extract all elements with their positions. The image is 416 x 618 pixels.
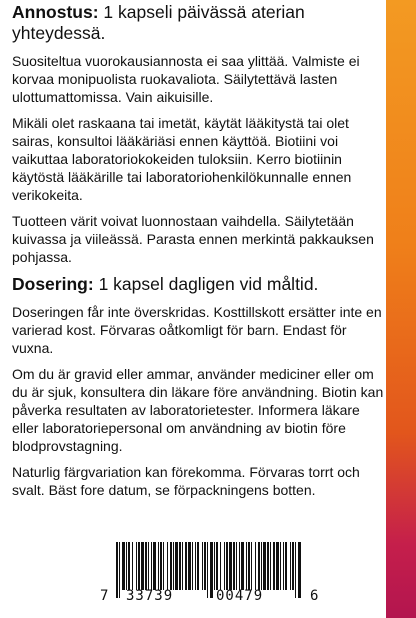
barcode-bar bbox=[226, 542, 228, 590]
barcode-bar bbox=[160, 542, 162, 590]
fi-storage-paragraph: Tuotteen värit voivat luonnostaan vaihdella. Säilytetään kuivassa ja viileässä. Parasta ennen merkintä pakkauksen pohjassa. bbox=[12, 213, 374, 265]
barcode-bar bbox=[207, 542, 208, 598]
decorative-color-stripe bbox=[386, 0, 416, 618]
barcode-bar bbox=[255, 542, 256, 590]
barcode-bar bbox=[182, 542, 183, 590]
fi-dosage-heading bbox=[12, 2, 384, 44]
barcode-bar bbox=[236, 542, 237, 590]
barcode-bar bbox=[251, 542, 252, 590]
barcode-bar bbox=[224, 542, 225, 590]
barcode-bar bbox=[298, 542, 301, 598]
barcode-bar bbox=[170, 542, 172, 590]
barcode-bar bbox=[295, 542, 296, 598]
barcode-bar bbox=[276, 542, 279, 590]
barcode-bar bbox=[148, 542, 149, 590]
barcode-bar bbox=[145, 542, 147, 590]
barcode-bar bbox=[285, 542, 287, 590]
barcode-bar bbox=[202, 542, 203, 590]
barcode-bar bbox=[132, 542, 133, 590]
barcode-bar bbox=[126, 542, 127, 590]
barcode-bar bbox=[267, 542, 269, 590]
barcode-bar bbox=[270, 542, 271, 590]
sv-dosage-heading-label: Dosering: bbox=[12, 274, 94, 294]
barcode-right-digit: 6 bbox=[310, 588, 320, 604]
barcode-bar bbox=[258, 542, 260, 590]
barcode bbox=[100, 538, 320, 618]
barcode-bar bbox=[248, 542, 250, 590]
barcode-bar bbox=[119, 542, 120, 598]
barcode-bar bbox=[158, 542, 159, 590]
sv-warnings-paragraph: Doseringen får inte överskridas. Kosttillskott ersätter inte en varierad kost. Förvaras oåtkomligt för barn. Endast för vuxna. bbox=[12, 304, 382, 356]
barcode-bar bbox=[239, 542, 240, 590]
fi-pregnancy-paragraph: Mikäli olet raskaana tai imetät, käytät lääkitystä tai olet sairas, konsultoi lääkäriäsi ennen käyttöä. Biotiini voi vaikuttaa laboratoriokokeiden tuloksiin. Kerro biotiinin käytöstä lääkärille tai laboratoriohenkilökunnalle ennen verikokeita. bbox=[12, 115, 352, 203]
barcode-bar bbox=[175, 542, 178, 590]
barcode-group-2: 00479 bbox=[216, 588, 264, 604]
barcode-bar bbox=[220, 542, 221, 590]
barcode-bar bbox=[128, 542, 130, 590]
label-text-content bbox=[12, 2, 384, 507]
barcode-bar bbox=[204, 542, 206, 590]
fi-dosage-heading-label: Annostus: bbox=[12, 2, 99, 22]
fi-warnings-paragraph: Suositeltua vuorokausiannosta ei saa ylittää. Valmiste ei korvaa monipuolista ruokavaliota. Säilytettävä lasten ulottumattomissa. Vain aikuisille. bbox=[12, 53, 360, 105]
sv-storage-paragraph: Naturlig färgvariation kan förekomma. Förvaras torrt och svalt. Bäst fore datum, se förpackningens botten. bbox=[12, 464, 360, 498]
barcode-bar bbox=[292, 542, 294, 590]
barcode-bar bbox=[122, 542, 125, 590]
barcode-bar bbox=[163, 542, 164, 590]
barcode-bar bbox=[141, 542, 144, 590]
barcode-bar bbox=[233, 542, 235, 590]
sv-pregnancy-paragraph: Om du är gravid eller ammar, använder mediciner eller om du är sjuk, konsultera din läkare före användning. Biotin kan påverka resultaten av laboratorietester. Informera läkare eller laboratoriepersonal om användning av biotin före blodprovstagning. bbox=[12, 366, 384, 454]
barcode-bar bbox=[116, 542, 118, 598]
barcode-bar bbox=[214, 542, 215, 590]
barcode-bar bbox=[290, 542, 291, 590]
barcode-bar bbox=[151, 542, 152, 590]
sv-dosage-heading-text: 1 kapsel dagligen vid måltid. bbox=[98, 274, 319, 294]
barcode-bar bbox=[283, 542, 284, 590]
barcode-bar bbox=[192, 542, 193, 590]
barcode-bar bbox=[153, 542, 156, 590]
barcode-bar bbox=[197, 542, 199, 590]
barcode-bar bbox=[188, 542, 191, 590]
barcode-group-1: 33739 bbox=[126, 588, 174, 604]
barcode-bar bbox=[179, 542, 181, 590]
barcode-bar bbox=[185, 542, 187, 590]
barcode-bar bbox=[138, 542, 140, 590]
barcode-bar bbox=[167, 542, 168, 590]
barcode-bar bbox=[136, 542, 137, 590]
sv-dosage-heading bbox=[12, 274, 384, 295]
barcode-bar bbox=[216, 542, 218, 590]
barcode-bar bbox=[263, 542, 266, 590]
barcode-bar bbox=[241, 542, 244, 590]
barcode-bar bbox=[210, 542, 213, 598]
barcode-bar bbox=[229, 542, 232, 590]
fi-dosage-heading-text: 1 kapseli päivässä aterian yhteydessä. bbox=[12, 2, 305, 43]
barcode-bar bbox=[273, 542, 275, 590]
barcode-bar bbox=[195, 542, 196, 590]
barcode-bar bbox=[173, 542, 174, 590]
barcode-bar bbox=[261, 542, 262, 590]
barcode-bar bbox=[246, 542, 247, 590]
barcode-bar bbox=[280, 542, 281, 590]
barcode-left-digit: 7 bbox=[100, 588, 110, 604]
